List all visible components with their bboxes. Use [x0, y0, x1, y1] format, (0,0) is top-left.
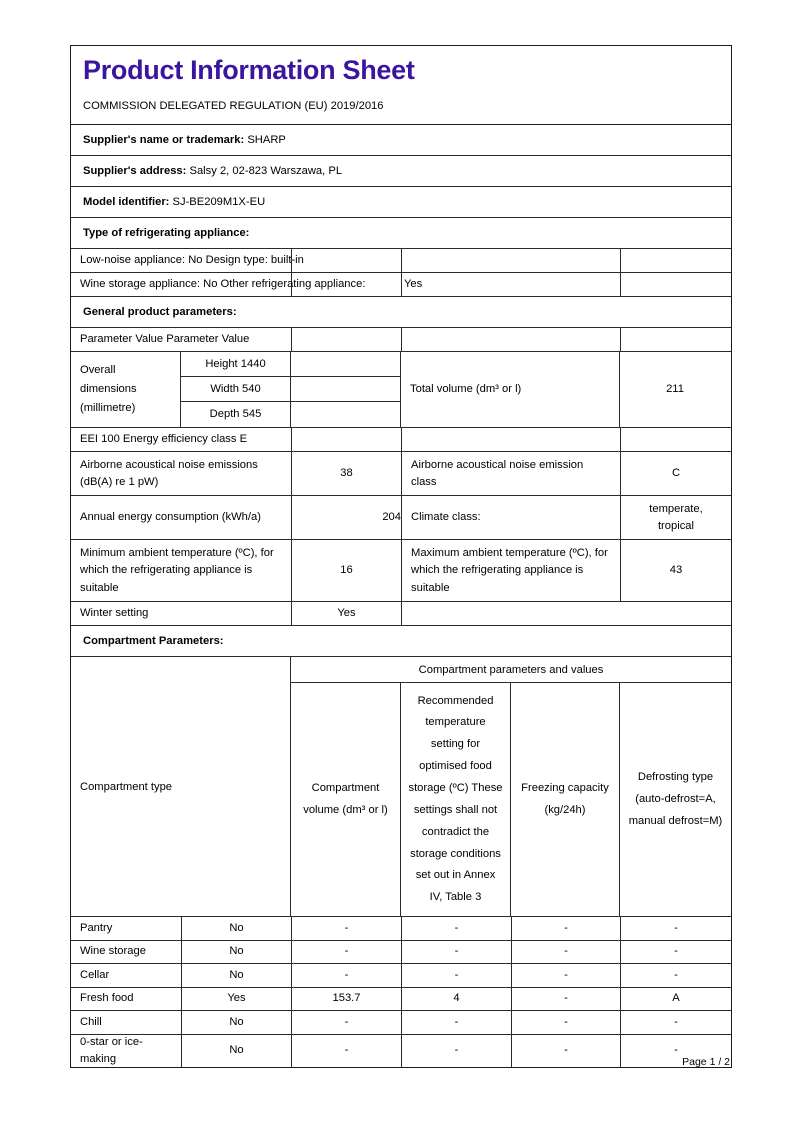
compartment-defrost-cell: - — [674, 968, 678, 981]
wine-storage-value-cell — [402, 273, 621, 296]
compartment-defrost-cell: - — [674, 1015, 678, 1028]
low-noise-design-text: Low-noise appliance: No Design type: built-in — [80, 254, 304, 267]
compartment-present-cell: No — [182, 941, 292, 964]
table-row — [71, 988, 731, 1012]
ambient-temperature-row — [71, 540, 731, 602]
model-identifier-row — [71, 187, 731, 218]
noise-value: 38 — [292, 452, 402, 495]
total-volume-value: 211 — [666, 383, 684, 396]
supplier-name-label: Supplier's name or trademark: — [83, 134, 245, 147]
winter-setting-value: Yes — [292, 602, 402, 625]
compartment-type-cell: Cellar — [71, 964, 182, 987]
total-volume-label-text: Total volume (dm³ or l) — [410, 383, 522, 396]
low-noise-blank-2 — [402, 249, 621, 272]
page-title: Product Information Sheet — [83, 55, 415, 85]
wine-storage-blank-1 — [292, 273, 402, 296]
compartment-freezing-cell: - — [512, 964, 621, 987]
parameter-value-header-text: Parameter Value Parameter Value — [80, 333, 250, 346]
min-temp-value: 16 — [292, 540, 402, 601]
compartment-present-cell: Yes — [182, 988, 292, 1011]
compartment-temperature-cell: - — [402, 941, 512, 964]
eei-row — [71, 428, 731, 452]
compartment-parameters-heading — [71, 626, 731, 657]
compartment-temperature-header: Recommended temperature setting for optimised food storage (ºC) These settings shall not contradict the storage conditions set out in Annex IV, Table 3 — [401, 683, 511, 916]
noise-emissions-row — [71, 452, 731, 496]
wine-storage-other-appliance-row — [71, 273, 731, 297]
dimensions-blank-column — [291, 352, 401, 427]
compartment-parameters-label: Compartment Parameters: — [83, 635, 224, 648]
winter-setting-blank — [402, 602, 731, 625]
model-identifier-value: SJ-BE209M1X-EU — [172, 196, 266, 209]
compartment-present-cell: No — [182, 1011, 292, 1034]
model-identifier-label: Model identifier: — [83, 196, 170, 209]
compartment-defrost-cell: A — [672, 992, 680, 1005]
table-row — [71, 917, 731, 941]
type-of-appliance-label: Type of refrigerating appliance: — [83, 227, 250, 240]
compartment-temperature-cell: - — [402, 1035, 512, 1067]
compartment-defrost-cell: - — [674, 1044, 678, 1057]
supplier-address-label: Supplier's address: — [83, 165, 187, 178]
compartment-type-header: Compartment type — [71, 657, 291, 916]
product-information-sheet — [70, 45, 732, 1068]
overall-dimensions-text: Overall dimensions (millimetre) — [80, 364, 137, 415]
compartment-volume-cell: - — [292, 1035, 402, 1067]
dimensions-values — [181, 352, 291, 427]
compartment-volume-header: Compartment volume (dm³ or l) — [291, 683, 401, 916]
eei-blank-3 — [621, 428, 731, 451]
wine-storage-blank-3 — [621, 273, 731, 296]
parameter-value-header-row — [71, 328, 731, 352]
total-volume-label — [401, 352, 620, 427]
compartment-freezing-cell: - — [512, 917, 621, 940]
compartment-defrost-header: Defrosting type (auto-defrost=A, manual defrost=M) — [628, 771, 723, 827]
dimension-height: Height 1440 — [181, 352, 290, 377]
compartment-freezing-cell: - — [512, 1035, 621, 1067]
wine-storage-other-value: Yes — [404, 278, 423, 291]
compartment-freezing-header: Freezing capacity (kg/24h) — [511, 683, 620, 916]
low-noise-blank-1 — [292, 249, 402, 272]
table-row — [71, 1011, 731, 1035]
compartment-column-headers — [291, 683, 731, 916]
compartment-type-cell: Pantry — [71, 917, 182, 940]
pv-blank-3 — [621, 328, 731, 351]
low-noise-blank-3 — [621, 249, 731, 272]
supplier-name-row — [71, 125, 731, 156]
noise-class-label: Airborne acoustical noise emission class — [402, 452, 621, 495]
compartment-temperature-cell: 4 — [402, 988, 512, 1011]
climate-class-label: Climate class: — [402, 496, 621, 539]
compartment-table-header — [71, 657, 731, 917]
eei-blank-1 — [292, 428, 402, 451]
general-parameters-heading — [71, 297, 731, 328]
table-row — [71, 964, 731, 988]
annual-energy-climate-row — [71, 496, 731, 540]
compartment-freezing-cell: - — [512, 941, 621, 964]
compartment-volume-cell: - — [292, 917, 402, 940]
wine-storage-other-cell — [71, 273, 366, 296]
dimensions-blank-2 — [291, 377, 400, 402]
compartment-freezing-cell: - — [512, 988, 621, 1011]
dimension-depth: Depth 545 — [209, 407, 262, 420]
compartment-defrost-cell: - — [674, 945, 678, 958]
dimension-width: Width 540 — [181, 377, 290, 402]
compartment-values-header-group — [291, 657, 731, 916]
compartment-volume-cell: - — [292, 941, 402, 964]
compartment-values-header: Compartment parameters and values — [291, 657, 731, 683]
regulation-reference: COMMISSION DELEGATED REGULATION (EU) 2019/2016 — [83, 99, 384, 112]
type-of-appliance-heading — [71, 218, 731, 249]
pv-blank-1 — [292, 328, 402, 351]
compartment-temperature-cell: - — [402, 917, 512, 940]
table-row — [71, 941, 731, 965]
winter-setting-label: Winter setting — [71, 602, 292, 625]
annual-energy-value-cell — [292, 496, 402, 539]
annual-energy-label: Annual energy consumption (kWh/a) — [71, 496, 292, 539]
low-noise-design-type-row — [71, 249, 731, 273]
dimensions-blank-3 — [291, 402, 400, 427]
dimensions-blank-1 — [291, 352, 400, 377]
compartment-volume-cell: 153.7 — [292, 988, 402, 1011]
page-footer: Page 1 / 2 — [682, 1056, 730, 1068]
compartment-type-cell: 0-star or ice-making — [71, 1035, 182, 1067]
compartment-type-cell: Fresh food — [71, 988, 182, 1011]
overall-dimensions-label — [71, 352, 181, 427]
noise-class-value: C — [671, 467, 681, 480]
annual-energy-value: 204 — [382, 511, 401, 524]
noise-label: Airborne acoustical noise emissions (dB(A) re 1 pW) — [71, 452, 292, 495]
compartment-type-cell: Wine storage — [71, 941, 182, 964]
document-header — [71, 46, 731, 125]
compartment-present-cell: No — [182, 1035, 292, 1067]
compartment-rows — [71, 917, 731, 1067]
compartment-present-cell: No — [182, 917, 292, 940]
supplier-name-value: SHARP — [247, 134, 286, 147]
compartment-volume-cell: - — [292, 1011, 402, 1034]
compartment-temperature-cell: - — [402, 1011, 512, 1034]
pv-blank-2 — [402, 328, 621, 351]
parameter-value-header-cell — [71, 328, 292, 351]
dimensions-volume-row — [71, 352, 731, 428]
compartment-freezing-cell: - — [512, 1011, 621, 1034]
max-temp-label: Maximum ambient temperature (ºC), for which the refrigerating appliance is suitable — [402, 540, 621, 601]
eei-blank-2 — [402, 428, 621, 451]
general-parameters-label: General product parameters: — [83, 306, 237, 319]
eei-label: EEI 100 Energy efficiency class E — [71, 428, 292, 451]
climate-class-value: temperate, tropical — [649, 502, 703, 532]
min-temp-label: Minimum ambient temperature (ºC), for which the refrigerating appliance is suitable — [71, 540, 292, 601]
low-noise-design-cell — [71, 249, 304, 272]
compartment-volume-cell: - — [292, 964, 402, 987]
supplier-address-value: Salsy 2, 02-823 Warszawa, PL — [189, 165, 343, 178]
compartment-temperature-cell: - — [402, 964, 512, 987]
compartment-present-cell: No — [182, 964, 292, 987]
compartment-defrost-cell: - — [674, 921, 678, 934]
winter-setting-row — [71, 602, 731, 626]
max-temp-value: 43 — [669, 564, 683, 577]
compartment-type-cell: Chill — [71, 1011, 182, 1034]
supplier-address-row — [71, 156, 731, 187]
wine-storage-other-text-a: Wine storage appliance: No Other refrigerating appliance: — [80, 278, 366, 291]
